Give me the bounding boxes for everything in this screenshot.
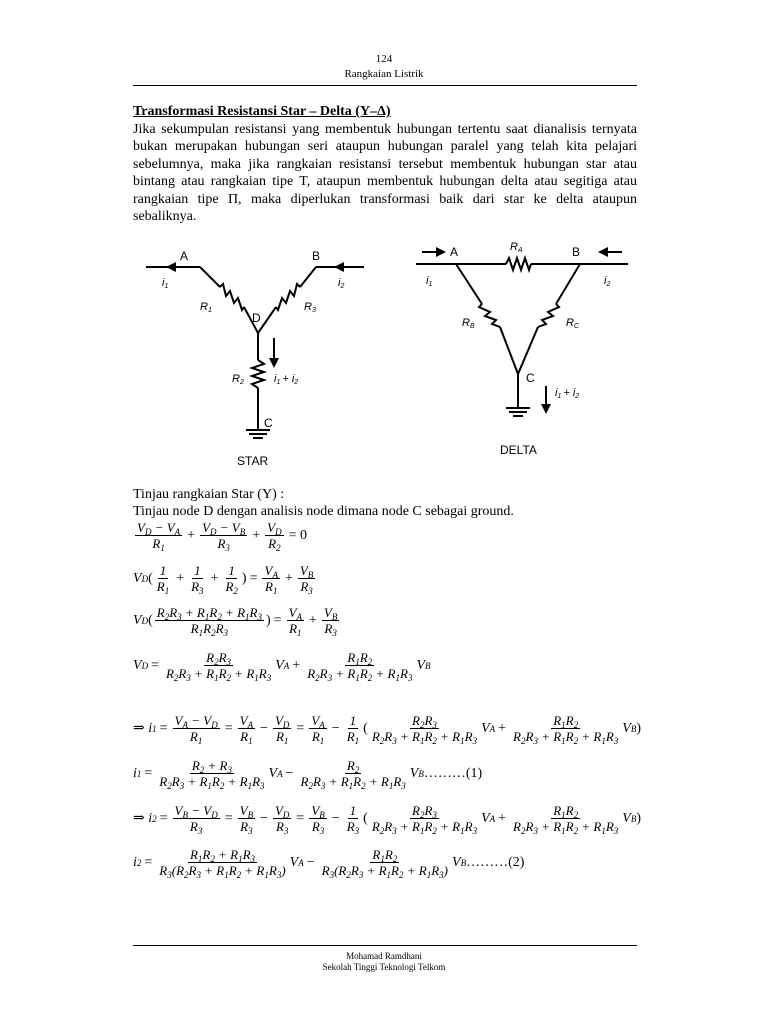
page-number: 124 [375, 53, 393, 65]
header-rule [133, 85, 637, 86]
footer-author: Mohamad Ramdhani [346, 951, 422, 961]
star-node-c: C [264, 416, 273, 430]
equation-node-d: $\frac{V_D - V_A}{R_1}$ + $\frac{V_D - V_B}{R_3}$ + $\frac{V_D}{R_2}$ = 0 [137, 520, 308, 553]
equation-vd-result: V D = $\frac{R_2R_3}{R_2R_3 + R_1R_2 + R_1R_3}$ V A + $\frac{R_1R_2}{R_2R_3 + R_1R_2 + R_1R_3}$ V B [133, 650, 431, 683]
section-title: Transformasi Resistansi Star – Delta (Y–Δ) [133, 104, 391, 119]
delta-node-b: B [572, 245, 581, 259]
equation-i1-derivation: ⇒ i 1 = $\frac{V_A - V_D}{R_1}$ = $\frac{V_A}{R_1}$ − $\frac{V_D}{R_1}$ = $\frac{V_A}{R_1}$ − $\frac{1}{R_1}$ ( $\frac{R_2R_3}{R_2R_3 + R_1R_2 + R_1R_3}$ V A + $\frac{R_1R_2}{R_2R_3 + R_1R_2 + R_1R_3}$ V B ) [133, 713, 642, 746]
star-node-a: A [180, 249, 189, 263]
star-current-sum: i1 + i2 [274, 373, 299, 386]
footer-institution: Sekolah Tinggi Teknologi Telkom [322, 962, 446, 972]
equation-vd-sum: V D ( $\frac{1}{R_1}$ + $\frac{1}{R_3}$ + $\frac{1}{R_2}$ ) = $\frac{V_A}{R_1}$ + $\frac{V_B}{R_3}$ [133, 563, 314, 596]
equation-i1-result: i 1 = $\frac{R_2 + R_3}{R_2R_3 + R_1R_2 + R_1R_3}$ V A − $\frac{R_2}{R_2R_3 + R_1R_2 + R_1R_3}$ V B ………(1) [133, 758, 483, 791]
equation-label-1: ………(1) [423, 765, 483, 781]
delta-node-c: C [526, 371, 535, 385]
star-node-d: D [252, 311, 261, 325]
star-node-b: B [312, 249, 321, 263]
equation-vd-combined: V D ( $\frac{R_2R_3 + R_1R_2 + R_1R_3}{R_1R_2R_3}$ ) = $\frac{V_A}{R_1}$ + $\frac{V_B}{R_3}$ [133, 605, 338, 638]
equation-i2-result: i 2 = $\frac{R_1R_2 + R_1R_3}{R_3(R_2R_3 + R_1R_2 + R_1R_3)}$ V A − $\frac{R_1R_2}{R_3(R_2R_3 + R_1R_2 + R_1R_3)}$ V B ………(2) [133, 847, 525, 880]
delta-current-i1: i1 [426, 275, 433, 288]
delta-resistor-rc: RC [566, 317, 580, 330]
analysis-line-2: Tinjau node D dengan analisis node dimana node C sebagai ground. [133, 504, 514, 519]
delta-current-i2: i2 [604, 275, 611, 288]
star-circuit-diagram [140, 240, 380, 470]
delta-current-sum: i1 + i2 [555, 387, 580, 400]
delta-resistor-ra: RA [510, 241, 523, 254]
equation-i2-derivation: ⇒ i 2 = $\frac{V_B - V_D}{R_3}$ = $\frac{V_B}{R_3}$ − $\frac{V_D}{R_3}$ = $\frac{V_B}{R_3}$ − $\frac{1}{R_3}$ ( $\frac{R_2R_3}{R_2R_3 + R_1R_2 + R_1R_3}$ V A + $\frac{R_1R_2}{R_2R_3 + R_1R_2 + R_1R_3}$ V B ) [133, 803, 642, 836]
equation-label-2: ………(2) [466, 854, 525, 870]
delta-circuit-diagram [410, 240, 635, 460]
delta-node-a: A [450, 245, 459, 259]
star-current-i1: i1 [162, 277, 169, 290]
intro-paragraph: Jika sekumpulan resistansi yang membentuk hubungan tertentu saat dianalisis ternyata bukan merupakan hubungan seri ataupun hubungan paralel yang telah kita pelajari sebelumnya, maka jika rangkaian resistansi tersebut membentuk hubungan star atau bintang atau rangkaian tipe T, ataupun membentuk hubungan delta atau segitiga atau rangkaian tipe Π, maka diperlukan transformasi baik dari star ke delta ataupun sebaliknya. [133, 122, 637, 225]
star-current-i2: i2 [338, 277, 345, 290]
chapter-title: Rangkaian Listrik [344, 68, 424, 80]
star-resistor-r2: R2 [232, 373, 244, 386]
delta-resistor-rb: RB [462, 317, 475, 330]
star-resistor-r3: R3 [304, 301, 316, 314]
star-resistor-r1: R1 [200, 301, 212, 314]
footer-rule [133, 945, 637, 946]
analysis-line-1: Tinjau rangkaian Star (Y) : [133, 487, 285, 502]
delta-caption: DELTA [500, 443, 537, 457]
star-caption: STAR [237, 454, 269, 468]
